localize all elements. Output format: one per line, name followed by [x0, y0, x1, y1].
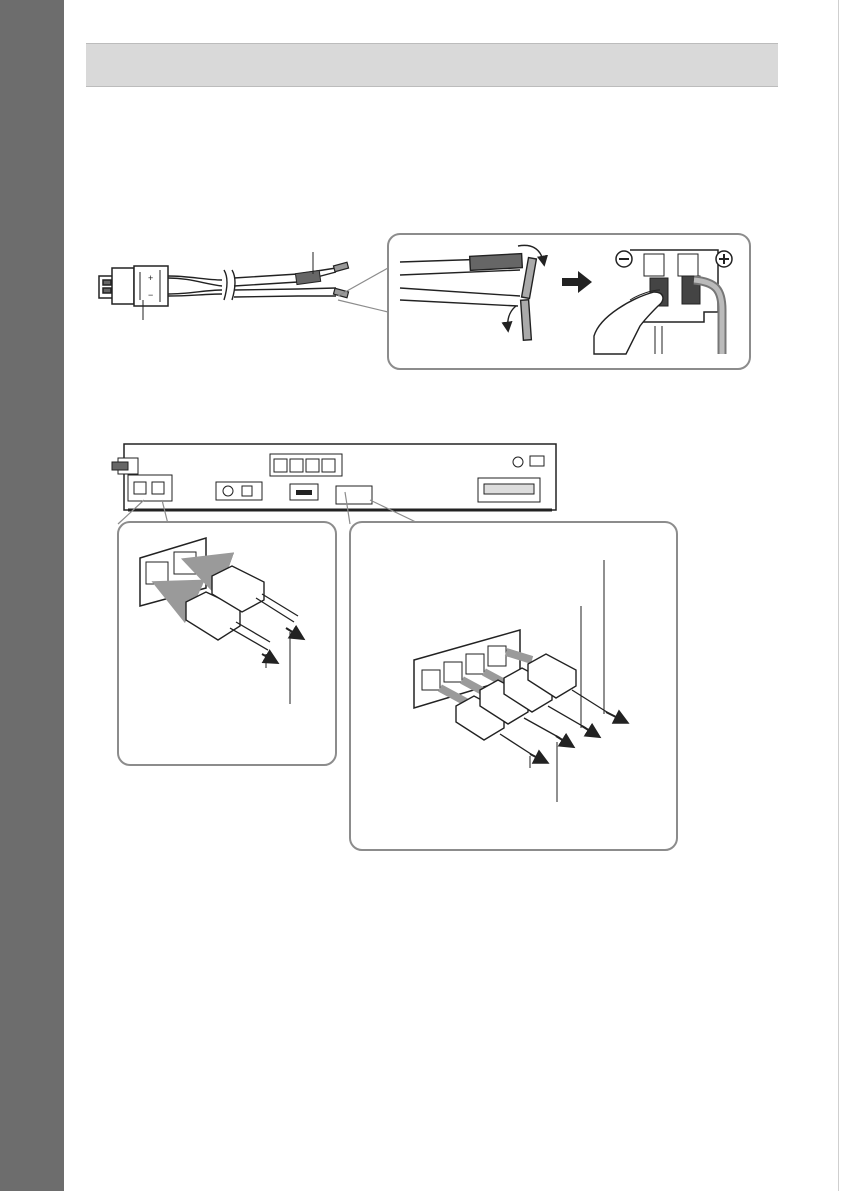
callout-connector — [338, 268, 388, 296]
speaker-jack-icon — [422, 670, 440, 690]
speaker-jack-icon — [146, 562, 168, 584]
minus-polarity-icon — [616, 251, 632, 267]
speaker-jack-icon — [444, 662, 462, 682]
speaker-jack-icon — [488, 646, 506, 666]
plus-polarity-icon — [716, 251, 732, 267]
speaker-jack-icon — [466, 654, 484, 674]
stripped-wire-ends — [333, 262, 348, 297]
speaker-jack-icon — [174, 552, 196, 574]
svg-text:−: − — [148, 290, 154, 300]
colored-tube-icon — [295, 270, 320, 284]
receiver-rear-panel-icon — [112, 444, 556, 510]
speaker-connector-icon — [99, 266, 168, 306]
speaker-cable-figure — [99, 234, 750, 369]
callout-connector — [338, 300, 388, 312]
svg-text:+: + — [148, 273, 154, 283]
